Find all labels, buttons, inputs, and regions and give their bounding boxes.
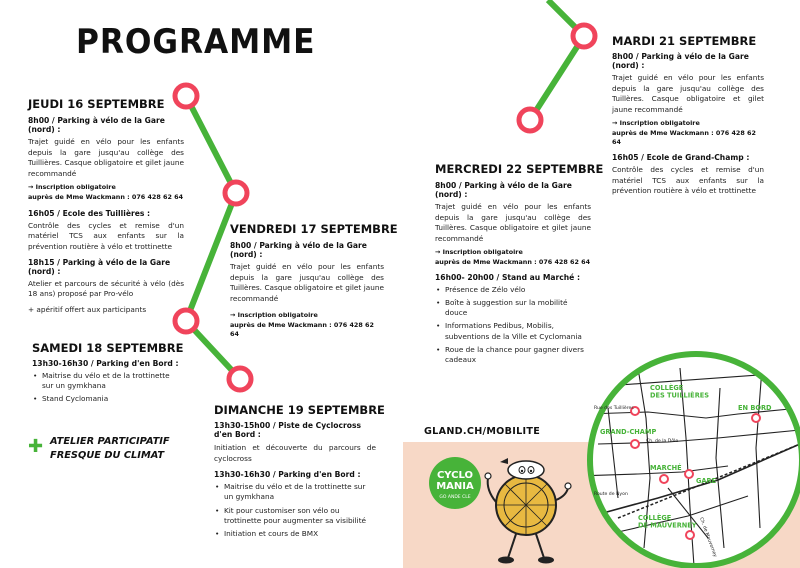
map-label-gare: GARE: [696, 477, 717, 485]
jeudi-desc-2: Contrôle des cycles et remise d'un matériel TCS aux enfants sur la prévention routière à vélo et trottinette: [28, 220, 184, 252]
atelier-line-1: ATELIER PARTICIPATIF: [50, 436, 170, 447]
list-item: • Informations Pedibus, Mobilis, subventions de la Ville et Cyclomania: [435, 321, 591, 341]
list-item: • Initiation et cours de BMX: [214, 529, 376, 539]
jeudi-section: [28, 111, 184, 315]
atelier-line-2: FRESQUE DU CLIMAT: [50, 450, 165, 462]
mardi-registration-2: auprès de Mme Wackmann : 076 428 62 64: [612, 128, 756, 146]
jeudi-registration-1: → Inscription obligatoire: [28, 183, 116, 192]
jeudi-registration-2: auprès de Mme Wackmann : 076 428 62 64: [28, 192, 184, 201]
website-link[interactable]: GLAND.CH/MOBILITE: [424, 426, 541, 437]
location-map: [578, 348, 800, 568]
dimanche-section: [214, 416, 376, 542]
mardi-desc-1: Trajet guidé en vélo pour les enfants depuis la gare jusqu'au collège des Tuillères. Casque obligatoire et gilet jaune recommandé: [612, 73, 764, 114]
jeudi-desc-1: Trajet guidé en vélo pour les enfants depuis la gare jusqu'au collège des Tuillières. Casque obligatoire et gilet jaune recommandé: [28, 137, 184, 178]
logo-text-1: CYCLO: [436, 470, 474, 481]
map-street-dole: Ch. de la Dôle: [646, 439, 679, 444]
samedi-slot-1: 13h30-16h30 / Parking d'en Bord :: [32, 359, 179, 368]
map-marker: [631, 440, 639, 448]
map-marker: [685, 470, 693, 478]
samedi-section: [32, 354, 182, 408]
logo-text-2: MANIA: [436, 481, 474, 492]
vendredi-registration-1: → Inscription obligatoire: [230, 311, 318, 320]
day-heading-dimanche: DIMANCHE 19 SEPTEMBRE: [214, 403, 385, 417]
mardi-registration-1: → Inscription obligatoire: [612, 119, 700, 128]
route-marker: [225, 182, 247, 204]
list-item: • Roue de la chance pour gagner divers cadeaux: [435, 345, 591, 365]
jeudi-slot-3: 18h15 / Parking à vélo de la Gare (nord) :: [28, 257, 171, 276]
map-marker: [660, 475, 668, 483]
map-street-nyon: Route de Nyon: [594, 492, 628, 497]
day-heading-jeudi: JEUDI 16 SEPTEMBRE: [28, 97, 165, 111]
dimanche-list: [214, 482, 376, 539]
samedi-list: [32, 371, 182, 405]
mardi-section: [612, 47, 764, 197]
list-item: • Kit pour customiser son vélo ou trottinette pour augmenter sa visibilité: [214, 506, 376, 526]
route-marker: [229, 368, 251, 390]
dimanche-slot-1: 13h30-15h00 / Piste de Cyclocross d'en Bord :: [214, 421, 361, 439]
jeudi-desc-3: Atelier et parcours de sécurité à vélo (dès 18 ans) proposé par Pro-vélo: [28, 278, 184, 299]
day-heading-mercredi: MERCREDI 22 SEPTEMBRE: [435, 162, 604, 176]
list-item: • Boîte à suggestion sur la mobilité douce: [435, 298, 591, 318]
logo-text-3: GO ANDE CLE: [439, 495, 471, 500]
mardi-slot-1: 8h00 / Parking à vélo de la Gare (nord) :: [612, 52, 749, 70]
cyclomania-logo: [428, 456, 482, 510]
jeudi-slot-1: 8h00 / Parking à vélo de la Gare (nord) :: [28, 116, 165, 134]
wheel-mascot-illustration: [478, 450, 578, 566]
dimanche-slot-2: 13h30-16h30 / Parking d'en Bord :: [214, 470, 361, 480]
map-label-college-mauverney: COLLÈGE DE MAUVERNEY: [638, 514, 697, 530]
map-label-en-bord: EN BORD: [738, 404, 772, 412]
day-heading-samedi: SAMEDI 18 SEPTEMBRE: [32, 341, 184, 355]
mercredi-list: [435, 285, 591, 365]
mercredi-registration-1: → Inscription obligatoire: [435, 248, 523, 257]
vendredi-desc-1: Trajet guidé en vélo pour les enfants depuis la gare jusqu'au collège des Tuillères. Casque obligatoire et gilet jaune recommandé: [230, 262, 384, 303]
atelier-text: [50, 435, 170, 463]
map-street-tuillieres: Rue des Tuillières: [594, 406, 634, 411]
map-label-college-tuillieres: COLLÈGE DES TUILLIÈRES: [650, 384, 710, 400]
mardi-desc-2: Contrôle des cycles et remise d'un matériel TCS aux enfants sur la prévention routière à vélo et trottinette: [612, 165, 764, 196]
day-heading-mardi: MARDI 21 SEPTEMBRE: [612, 34, 757, 48]
map-marker: [752, 414, 760, 422]
mercredi-registration-2: auprès de Mme Wackmann : 076 428 62 64: [435, 257, 591, 266]
mercredi-slot-1: 8h00 / Parking à vélo de la Gare (nord) :: [435, 181, 572, 199]
map-marker: [686, 531, 694, 539]
vendredi-section: [230, 236, 384, 339]
green-route-line-right: [530, 0, 584, 120]
route-marker: [573, 25, 595, 47]
dimanche-desc-1: Initiation et découverte du parcours de cyclocross: [214, 443, 376, 463]
route-marker: [519, 109, 541, 131]
list-item: • Stand Cyclomania: [32, 394, 182, 404]
vendredi-slot-1: 8h00 / Parking à vélo de la Gare (nord) :: [230, 241, 367, 259]
plus-icon: ✚: [28, 436, 44, 457]
map-label-marche: MARCHÉ: [650, 464, 682, 472]
list-item: • Présence de Zélo vélo: [435, 285, 591, 295]
mercredi-desc-1: Trajet guidé en vélo pour les enfants depuis la gare jusqu'au collège des Tuillères. Casque obligatoire et gilet jaune recommandé: [435, 202, 591, 243]
jeudi-extra: + apéritif offert aux participants: [28, 304, 147, 314]
list-item: • Maitrise du vélo et de la trottinette sur un gymkhana: [214, 482, 376, 502]
mercredi-slot-2: 16h00- 20h00 / Stand au Marché :: [435, 272, 580, 282]
list-item: • Maitrise du vélo et de la trottinette sur un gymkhana: [32, 371, 182, 391]
page-title: PROGRAMME: [76, 22, 316, 62]
jeudi-slot-2: 16h05 / Ecole des Tuillières :: [28, 208, 151, 218]
map-label-grand-champ: GRAND-CHAMP: [600, 428, 657, 436]
mardi-slot-2: 16h05 / Ecole de Grand-Champ :: [612, 153, 750, 163]
vendredi-registration-2: auprès de Mme Wackmann : 076 428 62 64: [230, 320, 374, 338]
map-street-mauverney: Ch. de Mauverney: [698, 516, 718, 558]
mercredi-section: [435, 176, 591, 368]
route-marker: [175, 85, 197, 107]
day-heading-vendredi: VENDREDI 17 SEPTEMBRE: [230, 222, 398, 236]
